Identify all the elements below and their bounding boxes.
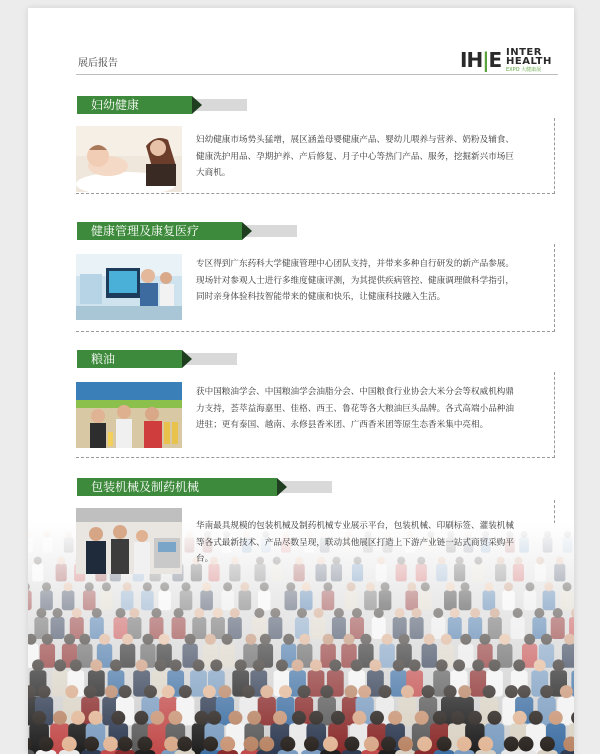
heading-arrow: [182, 350, 192, 368]
ihe-logo: [460, 48, 560, 74]
section-heading-packaging: [77, 478, 332, 496]
heading-arrow: [192, 96, 202, 114]
logo-line-expo: EXPO 大健康展: [506, 67, 542, 73]
heading-arrow: [242, 222, 252, 240]
page-header-title: 展后报告: [78, 58, 118, 69]
grain-oil-photo: [76, 382, 182, 448]
section-title-health-management: 健康管理及康复医疗: [77, 222, 242, 240]
section-title-packaging: 包装机械及制药机械: [77, 478, 277, 496]
logo-line-inter: INTER: [506, 47, 542, 58]
section-heading-health-management: [77, 222, 297, 240]
health-management-photo: [76, 254, 182, 320]
section-heading-maternal: [77, 96, 247, 114]
section-title-maternal: 妇幼健康: [77, 96, 192, 114]
section-text-grain-oil: 获中国粮油学会、中国粮油学会油脂分会、中国粮食行业协会大米分会等权威机构鼎力支持，荟萃益海嘉里、佳格、西王、鲁花等各大粮油巨头品牌。各式高端小品种油进驻；更有泰国、越南、永修县香米团、广西香米团等原生态香米集中亮相。: [196, 387, 514, 430]
logo-line-health: HEALTH: [506, 56, 552, 67]
section-text-maternal: 妇幼健康市场势头猛增，展区涵盖母婴健康产品、婴幼儿喂养与营养、奶粉及辅食、健康洗护用品、孕期护养、产后修复、月子中心等热门产品、服务，挖掘新兴市场巨大商机。: [196, 135, 514, 178]
section-title-grain-oil: 粮油: [77, 350, 182, 368]
header-divider: [76, 74, 558, 75]
maternal-photo: [76, 126, 182, 192]
heading-arrow: [277, 478, 287, 496]
section-text-packaging: 华南最具规模的包装机械及制药机械专业展示平台，包装机械、印刷标签、灌装机械等各式最新技术、产品尽数呈现，联动其他展区打造上下游产业链一站式商贸采购平台。: [196, 521, 514, 564]
packaging-photo: [76, 508, 182, 574]
section-heading-grain-oil: [77, 350, 237, 368]
section-text-health-management: 专区得到广东药科大学健康管理中心团队支持，并带来多种自行研发的新产品参展。现场针对参观人士进行多维度健康评测，为其提供疾病管控、健康调理做科学指引，同时亲身体验科技智能带来的健康和快乐，让健康科技融入生活。: [196, 259, 514, 302]
ihe-logo-mark: IH|E: [460, 48, 502, 72]
report-page: [28, 8, 574, 754]
